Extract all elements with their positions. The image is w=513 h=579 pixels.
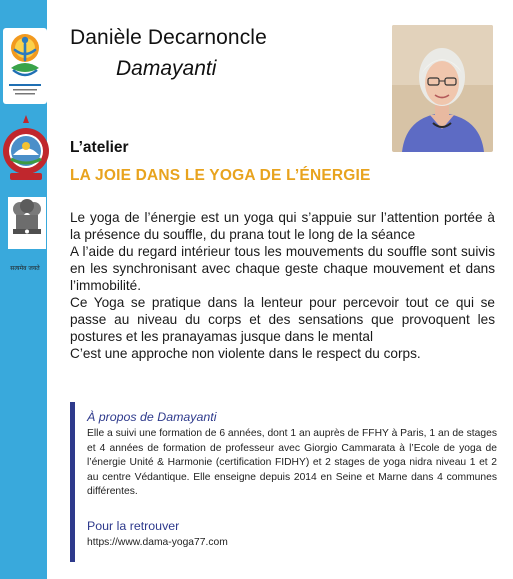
ashoka-chakra-emblem [1, 113, 55, 189]
about-box [70, 402, 500, 562]
lion-capital-emblem [8, 197, 62, 249]
workshop-title: LA JOIE DANS LE YOGA DE L’ÉNERGIE [70, 167, 371, 184]
emblem-motto: सत्यमेव जयते [10, 265, 40, 272]
about-text: Elle a suivi une formation de 6 années, dont 1 an auprès de FFHY à Paris, 1 an de stages et 4 années de formation de professeur avec Giorgio Cammarata à l’Ecole de yoga de l’énergie Unité & Harmonie (certification FIDHY) et 2 stages de yoga nidra niveau 1 et 2 au centre Védantique. Elle enseigne depuis 2014 en Seine et Marne dans 4 communes différentes. [87, 428, 497, 497]
description-paragraph: A l’aide du regard intérieur tous les mouvements du souffle sont suivis en les synchronisant avec chaque geste chaque mouvement et dans l’immobilité. [70, 244, 495, 293]
workshop-description [70, 209, 495, 362]
website-link[interactable]: https://www.dama-yoga77.com [87, 537, 228, 548]
teacher-name: Danièle Decarnoncle [70, 26, 267, 49]
contact-heading: Pour la retrouver [87, 519, 180, 533]
yoga-day-logo [3, 28, 57, 104]
teacher-portrait [392, 25, 493, 152]
description-paragraph: Le yoga de l’énergie est un yoga qui s’appuie sur l’attention portée à la présence du souffle, du prana tout le long de la séance [70, 210, 495, 242]
description-paragraph: C’est une approche non violente dans le respect du corps. [70, 346, 421, 361]
about-heading: À propos de Damayanti [87, 410, 217, 424]
description-paragraph: Ce Yoga se pratique dans la lenteur pour percevoir tout ce qui se passe au niveau du corps et des sensations que provoquent les postures et les pranayamas jusque dans le mental [70, 295, 495, 344]
spiritual-name: Damayanti [116, 57, 217, 80]
section-label: L’atelier [70, 139, 129, 156]
